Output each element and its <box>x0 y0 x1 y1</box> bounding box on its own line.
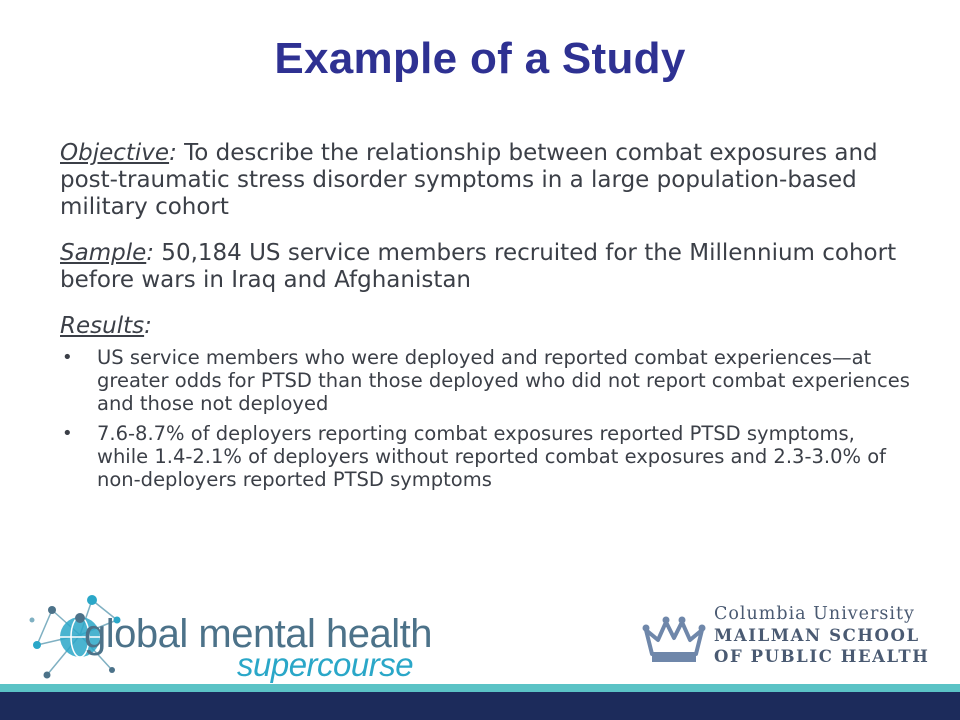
gmh-logo-subtitle: supercourse <box>237 646 414 683</box>
public-health-label: OF PUBLIC HEALTH <box>714 647 930 666</box>
bullet-icon: • <box>62 347 73 368</box>
footer-accent-stripe <box>0 684 960 692</box>
objective-text: To describe the relationship between combat exposures and post-traumatic stress disorder symptoms in a large population-based military cohort <box>60 140 878 220</box>
results-list <box>60 346 910 491</box>
mailman-school-label: MAILMAN SCHOOL <box>714 626 920 645</box>
results-label: Results <box>60 313 145 339</box>
objective-label: Objective <box>60 140 170 166</box>
list-item <box>60 346 910 415</box>
gmh-logo-title: global mental health <box>84 612 433 656</box>
list-item <box>60 422 910 491</box>
bullet-text: 7.6-8.7% of deployers reporting combat exposures reported PTSD symptoms, while 1.4-2.1% of deployers without reported combat exposures and 2.3-3.0% of non-deployers reported PTSD symptoms <box>97 422 887 491</box>
sample-label: Sample <box>60 240 147 266</box>
columbia-crown-icon <box>640 614 708 664</box>
bullet-text: US service members who were deployed and reported combat experiences—at greater odds for PTSD than those deployed who did not report combat experiences and those not deployed <box>97 346 910 415</box>
columbia-university-label: Columbia University <box>714 604 915 624</box>
columbia-logo-text <box>714 604 929 667</box>
slide-title: Example of a Study <box>274 34 686 83</box>
footer-bar <box>0 692 960 720</box>
sample-text: 50,184 US service members recruited for the Millennium cohort before wars in Iraq and Afghanistan <box>60 240 897 293</box>
sample-paragraph: Sample: 50,184 US service members recruited for the Millennium cohort before wars in Iraq and Afghanistan <box>60 240 897 293</box>
slide-body <box>60 140 910 498</box>
bullet-icon: • <box>62 423 73 444</box>
results-heading: Results: <box>60 313 152 339</box>
objective-paragraph: Objective: To describe the relationship between combat exposures and post-traumatic stress disorder symptoms in a large population-based military cohort <box>60 140 878 220</box>
